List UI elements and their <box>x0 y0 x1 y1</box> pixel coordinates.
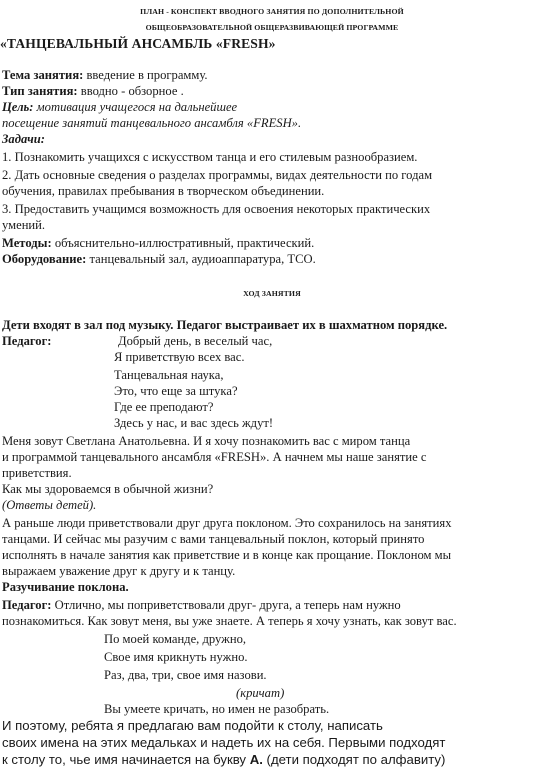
final-line-3a: к столу то, чье имя начинается на букву <box>2 752 250 767</box>
final-letter: А. <box>249 752 263 767</box>
para-line-1: А раньше люди приветствовали друг друга поклоном. Это сохранилось на занятиях <box>2 516 452 530</box>
teacher2-row <box>2 598 401 613</box>
header-line-3: «ТАНЦЕВАЛЬНЫЙ АНСАМБЛЬ «FRESH» <box>0 36 276 51</box>
methods-value: объяснительно-иллюстративный, практический. <box>54 236 315 250</box>
final-line-3 <box>2 752 445 767</box>
poem-line-5: Где ее преподают? <box>114 400 214 414</box>
header-line-1: ПЛАН - КОНСПЕКТ ВВОДНОГО ЗАНЯТИЯ ПО ДОПОЛНИТЕЛЬНОЙ <box>140 7 404 16</box>
teacher2-text-2: познакомиться. Как зовут меня, вы уже знаете. А теперь я хочу узнать, как зовут вас. <box>2 614 457 628</box>
poem-line-1: Добрый день, в веселый час, <box>118 334 273 348</box>
methods-label: Методы: <box>2 236 52 250</box>
entry-line: Дети входят в зал под музыку. Педагог выстраивает их в шахматном порядке. <box>2 318 448 332</box>
type-row <box>2 84 184 99</box>
task-1: 1. Познакомить учащихся с искусством танца и его стилевым разнообразием. <box>2 150 418 164</box>
para-line-2: танцами. И сейчас мы разучим с вами танцевальный поклон, который принято <box>2 532 425 546</box>
teacher2-text: Отлично, мы поприветствовали друг- друга, а теперь нам нужно <box>51 598 401 612</box>
poem2-line-3: Раз, два, три, свое имя назови. <box>104 668 267 682</box>
methods-row <box>2 236 314 251</box>
poem-line-3: Танцевальная наука, <box>114 368 224 382</box>
type-label: Тип занятия: <box>2 84 78 98</box>
poem2-line-1: По моей команде, дружно, <box>104 632 247 646</box>
teacher2-label: Педагог: <box>2 598 52 612</box>
poem2-line-4: Вы умеете кричать, но имен не разобрать. <box>104 702 330 716</box>
goal-label: Цель: <box>2 100 34 114</box>
goal-row <box>2 100 237 115</box>
intro-line-1: Меня зовут Светлана Анатольевна. И я хочу познакомить вас с миром танца <box>2 434 411 448</box>
goal-value-1: мотивация учащегося на дальнейшее <box>36 100 238 114</box>
poem2-line-2: Свое имя крикнуть нужно. <box>104 650 248 664</box>
equipment-value: танцевальный зал, аудиоаппаратура, ТСО. <box>89 252 316 266</box>
task-3b: умений. <box>2 218 46 232</box>
intro-line-2: и программой танцевального ансамбля «FRESH». А начнем мы наше занятие с <box>2 450 427 464</box>
equipment-label: Оборудование: <box>2 252 87 266</box>
final-line-2: своих имена на этих медальках и надеть их на себя. Первыми подходят <box>2 735 446 750</box>
final-line-3c: (дети подходят по алфавиту) <box>262 752 446 767</box>
children-answer: (Ответы детей). <box>2 498 97 512</box>
question-line: Как мы здороваемся в обычной жизни? <box>2 482 214 496</box>
para-line-3: исполнять в начале занятия как приветствие и в конце как прощание. Поклоном мы <box>2 548 452 562</box>
lesson-heading: ХОД ЗАНЯТИЯ <box>243 289 301 298</box>
intro-line-3: приветствия. <box>2 466 72 480</box>
poem-line-2: Я приветствую всех вас. <box>114 350 245 364</box>
task-2b: обучения, правилах пребывания в творческом объединении. <box>2 184 325 198</box>
shout-note: (кричат) <box>236 686 285 700</box>
header-line-2: ОБЩЕОБРАЗОВАТЕЛЬНОЙ ОБЩЕРАЗВИВАЮЩЕЙ ПРОГРАММЕ <box>145 23 399 32</box>
bow-heading: Разучивание поклона. <box>2 580 129 594</box>
topic-row <box>2 68 208 83</box>
final-line-1: И поэтому, ребята я предлагаю вам подойти к столу, написать <box>2 718 383 733</box>
task-3a: 3. Предоставить учащимся возможность для освоения некоторых практических <box>2 202 431 216</box>
para-line-4: выражаем уважение друг к другу и к танцу. <box>2 564 236 578</box>
topic-label: Тема занятия: <box>2 68 84 82</box>
tasks-label: Задачи: <box>2 132 45 146</box>
task-2a: 2. Дать основные сведения о разделах программы, видах деятельности по годам <box>2 168 433 182</box>
topic-value: введение в программу. <box>86 68 208 82</box>
poem-line-6: Здесь у нас, и вас здесь ждут! <box>114 416 274 430</box>
type-value: вводно - обзорное . <box>80 84 184 98</box>
equipment-row <box>2 252 316 267</box>
poem-line-4: Это, что еще за штука? <box>114 384 238 398</box>
teacher-label: Педагог: <box>2 334 52 348</box>
goal-value-2: посещение занятий танцевального ансамбля «FRESH». <box>2 116 302 130</box>
